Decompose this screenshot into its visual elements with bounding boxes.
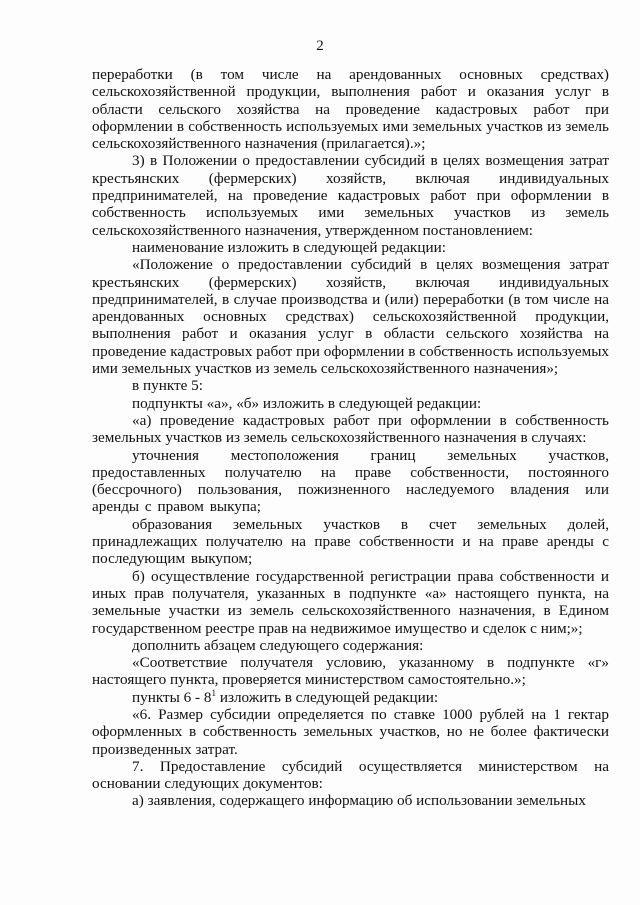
- paragraph: подпункты «а», «б» изложить в следующей редакции:: [132, 394, 482, 412]
- paragraph: 3) в Положении о предоставлении субсидий в целях возмещения затрат крестьянских (фермерских) хозяйств, включая индивидуальных предпринимателей, на проведение кадастровых работ при оформлении в собственность используемых ими земельных участков из земель сельскохозяйственного назначения, утвержденном постановлением:: [92, 152, 609, 239]
- paragraph: «а) проведение кадастровых работ при оформлении в собственность земельных участков из земель сельскохозяйственного назначения в случаях:: [92, 411, 609, 447]
- paragraph-text-after: изложить в следующей редакции:: [216, 688, 439, 706]
- paragraph: б) осуществление государственной регистрации права собственности и иных прав получателя, указанных в подпункте «а» настоящего пункта, на земельные участки из земель сельскохозяйственного назначения, в Едином государственном реестре прав на недвижимое имущество и сделок с ним;»;: [92, 567, 609, 637]
- paragraph: образования земельных участков в счет земельных долей, принадлежащих получателю на праве собственности и на праве аренды с последующим выкупом;: [92, 515, 609, 568]
- paragraph: «Соответствие получателя условию, указанному в подпункте «г» настоящего пункта, проверяется министерством самостоятельно.»;: [92, 654, 609, 689]
- paragraph: [92, 689, 609, 706]
- paragraph: дополнить абзацем следующего содержания:: [132, 636, 424, 654]
- page-number: 2: [316, 38, 324, 54]
- superscript: 1: [211, 687, 217, 698]
- paragraph: а) заявления, содержащего информацию об использовании земельных: [132, 792, 586, 810]
- paragraph: «6. Размер субсидии определяется по ставке 1000 рублей на 1 гектар оформленных в собственность земельных участков, но не более фактически произведенных затрат.: [92, 705, 609, 758]
- paragraph: наименование изложить в следующей редакции:: [132, 238, 446, 256]
- paragraph: «Положение о предоставлении субсидий в целях возмещения затрат крестьянских (фермерских) хозяйств, включая индивидуальных предпринимателей, в случае производства и (или) переработки (в том числе на арендованных основных средствах) сельскохозяйственной продукции, выполнения работ и оказания услуг в области сельского хозяйства на проведение кадастровых работ при оформлении в собственность используемых ими земельных участков из земель сельскохозяйственного назначения»;: [92, 256, 609, 378]
- paragraph: уточнения местоположения границ земельных участков, предоставленных получателю на праве собственности, постоянного (бессрочного) пользования, пожизненного наследуемого владения или аренды с правом выкупа;: [92, 446, 609, 516]
- paragraph: в пункте 5:: [132, 377, 203, 395]
- paragraph-text-before: пункты 6 - 8: [132, 688, 212, 706]
- document-body: [92, 66, 609, 810]
- paragraph: переработки (в том числе на арендованных основных средствах) сельскохозяйственной продукции, выполнения работ и оказания услуг в области сельского хозяйства на проведение кадастровых работ при оформлении в собственность используемых ими земельных участков из земель сельскохозяйственного назначения (прилагается).»;: [92, 66, 609, 153]
- paragraph: 7. Предоставление субсидий осуществляется министерством на основании следующих документов:: [92, 757, 609, 793]
